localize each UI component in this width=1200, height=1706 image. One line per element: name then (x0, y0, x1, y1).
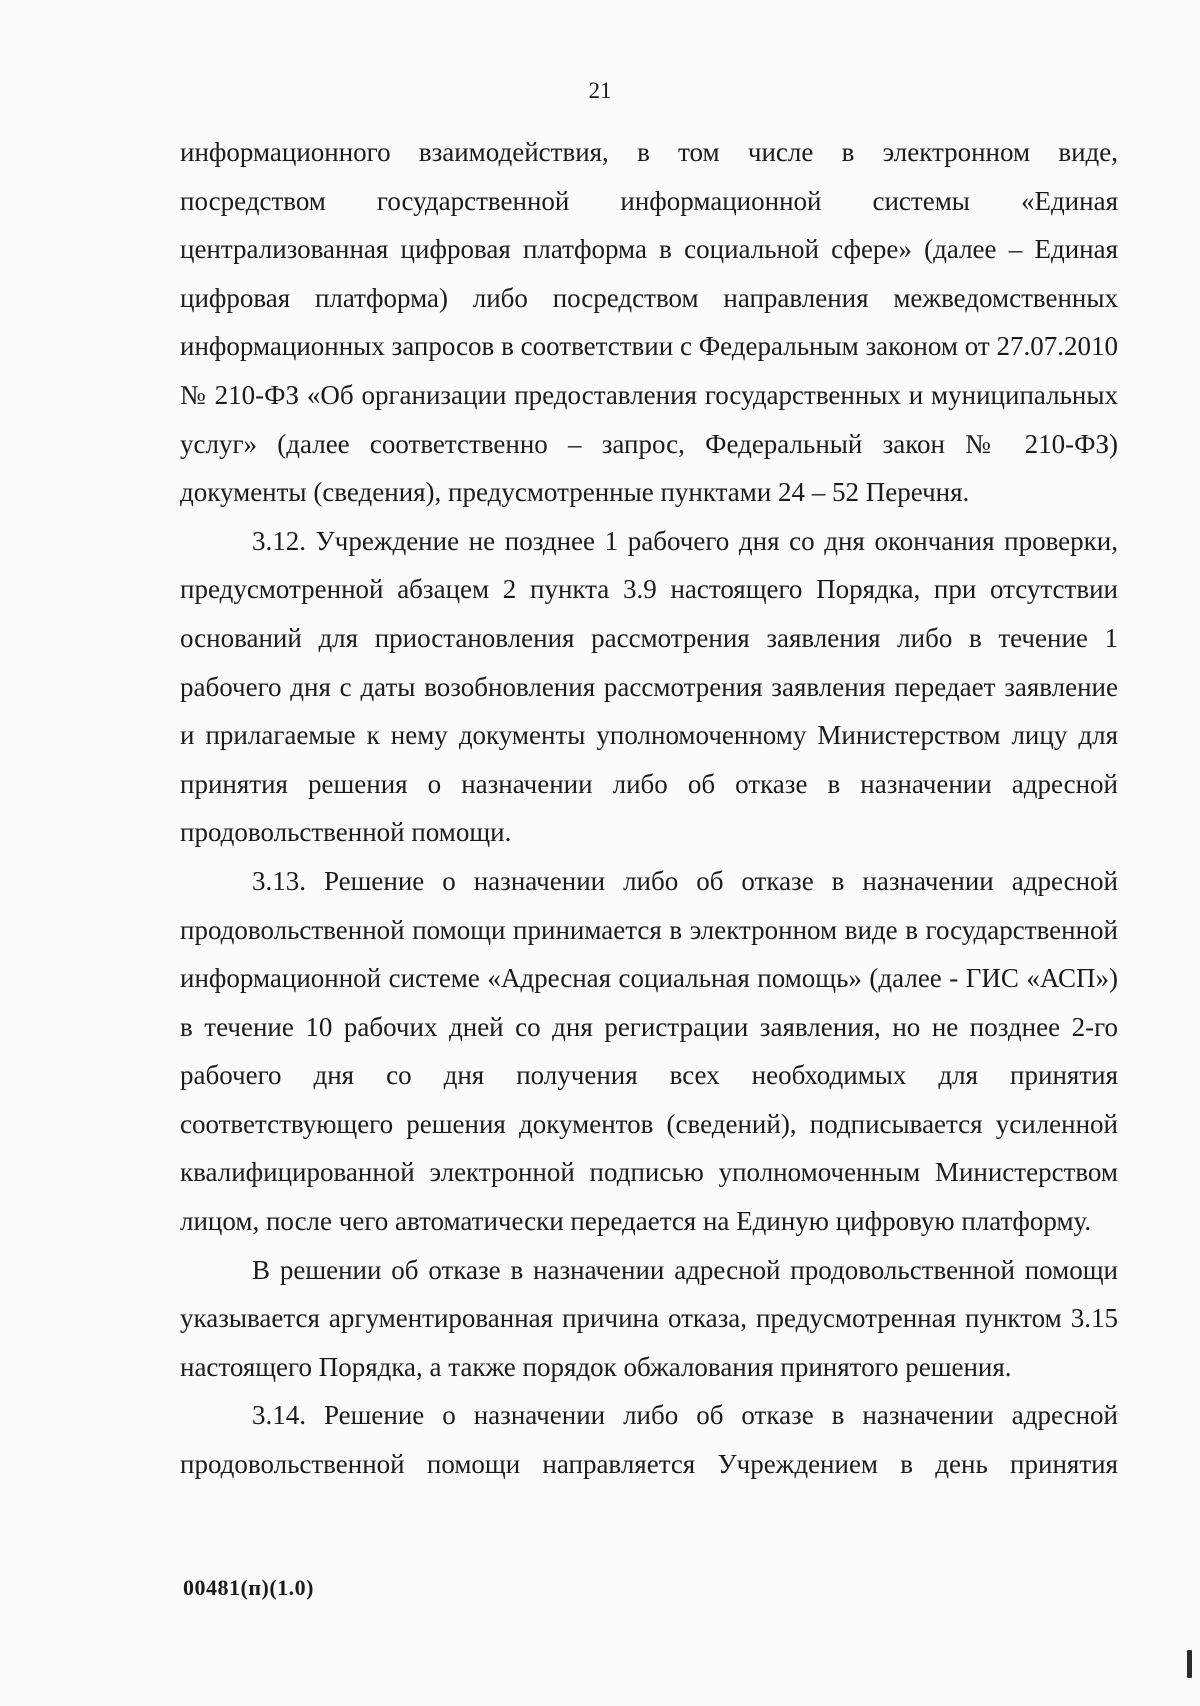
paragraph-continuation: информационного взаимодействия, в том числе в электронном виде, посредством государственной информационной системы «Единая централизованная цифровая платформа в социальной сфере» (далее – Единая цифровая платформа) либо посредством направления межведомственных информационных запросов в соответствии с Федеральным законом от 27.07.2010 № 210-ФЗ «Об организации предоставления государственных и муниципальных услуг» (далее соответственно – запрос, Федеральный закон № 210-ФЗ) документы (сведения), предусмотренные пунктами 24 – 52 Перечня. (180, 137, 1118, 508)
paragraph-3-13: 3.13. Решение о назначении либо об отказе в назначении адресной продовольственной помощи принимается в электронном виде в государственной информационной системе «Адресная социальная помощь» (далее - ГИС «АСП») в течение 10 рабочих дней со дня регистрации заявления, но не позднее 2-го рабочего дня со дня получения всех необходимых для принятия соответствующего решения документов (сведений), подписывается усиленной квалифицированной электронной подписью уполномоченным Министерством лицом, после чего автоматически передается на Единую цифровую платформу. (180, 865, 1118, 1237)
paragraph-3-12: 3.12. Учреждение не позднее 1 рабочего дня со дня окончания проверки, предусмотренной абзацем 2 пункта 3.9 настоящего Порядка, при отсутствии оснований для приостановления рассмотрения заявления либо в течение 1 рабочего дня с даты возобновления рассмотрения заявления передает заявление и прилагаемые к нему документы уполномоченному Министерством лицу для принятия решения о назначении либо об отказе в назначении адресной продовольственной помощи. (180, 525, 1118, 848)
document-body (180, 128, 1118, 1489)
document-code: 00481(п)(1.0) (183, 1575, 314, 1600)
scan-artifact (1187, 1650, 1192, 1678)
paragraph-3-14: 3.14. Решение о назначении либо об отказе в назначении адресной продовольственной помощи направляется Учреждением в день принятия (180, 1400, 1118, 1480)
page-number: 21 (588, 78, 612, 103)
paragraph-refusal-decision: В решении об отказе в назначении адресной продовольственной помощи указывается аргументированная причина отказа, предусмотренная пунктом 3.15 настоящего Порядка, а также порядок обжалования принятого решения. (180, 1254, 1118, 1382)
